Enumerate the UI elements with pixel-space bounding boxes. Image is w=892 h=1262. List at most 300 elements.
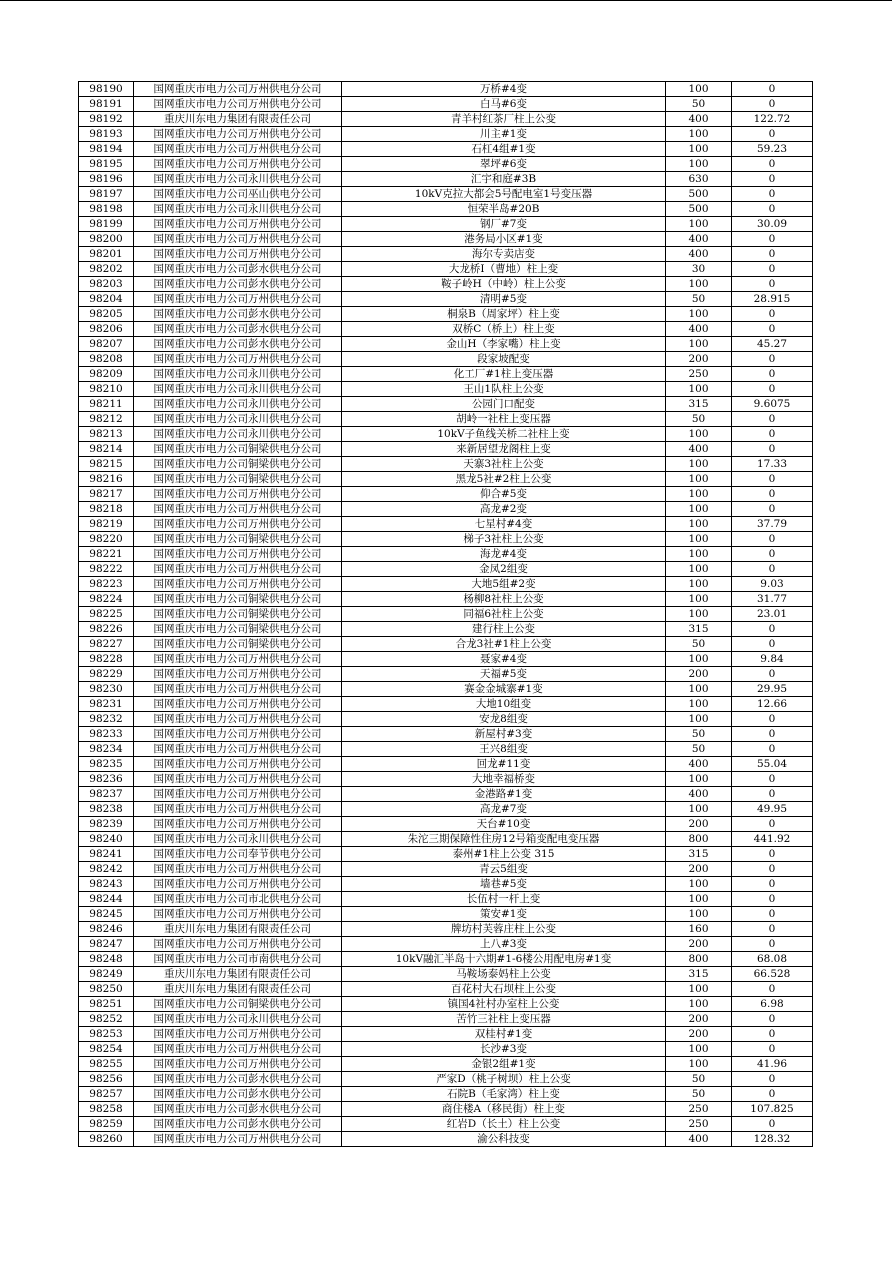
value-cell: 23.01 — [732, 607, 813, 622]
value-cell: 6.98 — [732, 997, 813, 1012]
value-cell: 0 — [732, 637, 813, 652]
company-cell: 国网重庆市电力公司彭水供电分公司 — [134, 277, 342, 292]
row-id-cell: 98214 — [79, 442, 134, 457]
value-cell: 9.03 — [732, 577, 813, 592]
transformer-name-cell: 10kV融汇半岛十六期#1-6楼公用配电房#1变 — [342, 952, 666, 967]
row-id-cell: 98232 — [79, 712, 134, 727]
transformer-name-cell: 海尔专卖店变 — [342, 247, 666, 262]
transformer-name-cell: 镇国4社村办室柱上公变 — [342, 997, 666, 1012]
value-cell: 0 — [732, 937, 813, 952]
row-id-cell: 98243 — [79, 877, 134, 892]
row-id-cell: 98238 — [79, 802, 134, 817]
capacity-cell: 100 — [666, 562, 732, 577]
transformer-name-cell: 高龙#7变 — [342, 802, 666, 817]
value-cell: 9.6075 — [732, 397, 813, 412]
capacity-cell: 800 — [666, 952, 732, 967]
row-id-cell: 98208 — [79, 352, 134, 367]
table-row — [79, 667, 813, 682]
transformer-name-cell: 汇宇和庭#3B — [342, 172, 666, 187]
row-id-cell: 98234 — [79, 742, 134, 757]
capacity-cell: 100 — [666, 682, 732, 697]
value-cell: 0 — [732, 847, 813, 862]
table-row — [79, 697, 813, 712]
transformer-name-cell: 墙巷#5变 — [342, 877, 666, 892]
transformer-name-cell: 泰州#1柱上公变 315 — [342, 847, 666, 862]
capacity-cell: 315 — [666, 847, 732, 862]
transformer-name-cell: 天寨3社柱上公变 — [342, 457, 666, 472]
company-cell: 国网重庆市电力公司万州供电分公司 — [134, 817, 342, 832]
row-id-cell: 98225 — [79, 607, 134, 622]
transformer-name-cell: 万桥#4变 — [342, 82, 666, 97]
value-cell: 0 — [732, 232, 813, 247]
row-id-cell: 98236 — [79, 772, 134, 787]
row-id-cell: 98256 — [79, 1072, 134, 1087]
value-cell: 59.23 — [732, 142, 813, 157]
row-id-cell: 98220 — [79, 532, 134, 547]
company-cell: 国网重庆市电力公司万州供电分公司 — [134, 547, 342, 562]
row-id-cell: 98246 — [79, 922, 134, 937]
table-row — [79, 922, 813, 937]
table-row — [79, 862, 813, 877]
capacity-cell: 100 — [666, 697, 732, 712]
capacity-cell: 315 — [666, 397, 732, 412]
value-cell: 0 — [732, 922, 813, 937]
capacity-cell: 400 — [666, 757, 732, 772]
transformer-name-cell: 10kV子鱼线关桥二社柱上变 — [342, 427, 666, 442]
capacity-cell: 200 — [666, 667, 732, 682]
table-row — [79, 562, 813, 577]
row-id-cell: 98192 — [79, 112, 134, 127]
company-cell: 国网重庆市电力公司彭水供电分公司 — [134, 262, 342, 277]
transformer-name-cell: 段家坡配变 — [342, 352, 666, 367]
row-id-cell: 98204 — [79, 292, 134, 307]
company-cell: 国网重庆市电力公司万州供电分公司 — [134, 352, 342, 367]
capacity-cell: 400 — [666, 787, 732, 802]
row-id-cell: 98194 — [79, 142, 134, 157]
company-cell: 国网重庆市电力公司铜梁供电分公司 — [134, 532, 342, 547]
value-cell: 0 — [732, 877, 813, 892]
transformer-name-cell: 黑龙5社#2柱上公变 — [342, 472, 666, 487]
company-cell: 国网重庆市电力公司万州供电分公司 — [134, 802, 342, 817]
capacity-cell: 500 — [666, 187, 732, 202]
company-cell: 国网重庆市电力公司万州供电分公司 — [134, 217, 342, 232]
transformer-name-cell: 上八#3变 — [342, 937, 666, 952]
table-row — [79, 1102, 813, 1117]
row-id-cell: 98217 — [79, 487, 134, 502]
capacity-cell: 50 — [666, 1072, 732, 1087]
table-row — [79, 472, 813, 487]
value-cell: 37.79 — [732, 517, 813, 532]
company-cell: 国网重庆市电力公司彭水供电分公司 — [134, 337, 342, 352]
row-id-cell: 98248 — [79, 952, 134, 967]
company-cell: 国网重庆市电力公司奉节供电分公司 — [134, 847, 342, 862]
company-cell: 国网重庆市电力公司万州供电分公司 — [134, 82, 342, 97]
capacity-cell: 100 — [666, 907, 732, 922]
table-row — [79, 592, 813, 607]
transformer-name-cell: 仰合#5变 — [342, 487, 666, 502]
row-id-cell: 98241 — [79, 847, 134, 862]
value-cell: 68.08 — [732, 952, 813, 967]
company-cell: 国网重庆市电力公司彭水供电分公司 — [134, 1072, 342, 1087]
table-row — [79, 397, 813, 412]
transformer-name-cell: 天台#10变 — [342, 817, 666, 832]
value-cell: 0 — [732, 202, 813, 217]
transformer-name-cell: 回龙#11变 — [342, 757, 666, 772]
capacity-cell: 50 — [666, 637, 732, 652]
row-id-cell: 98202 — [79, 262, 134, 277]
company-cell: 国网重庆市电力公司万州供电分公司 — [134, 862, 342, 877]
value-cell: 0 — [732, 532, 813, 547]
company-cell: 国网重庆市电力公司永川供电分公司 — [134, 397, 342, 412]
company-cell: 国网重庆市电力公司万州供电分公司 — [134, 907, 342, 922]
value-cell: 0 — [732, 187, 813, 202]
value-cell: 0 — [732, 1012, 813, 1027]
transformer-name-cell: 渝公科技变 — [342, 1132, 666, 1147]
value-cell: 0 — [732, 307, 813, 322]
row-id-cell: 98207 — [79, 337, 134, 352]
row-id-cell: 98197 — [79, 187, 134, 202]
capacity-cell: 400 — [666, 1132, 732, 1147]
transformer-name-cell: 马鞍场泰妈柱上公变 — [342, 967, 666, 982]
capacity-cell: 200 — [666, 862, 732, 877]
transformer-name-cell: 商住楼A（移民街）柱上变 — [342, 1102, 666, 1117]
value-cell: 0 — [732, 772, 813, 787]
table-row — [79, 682, 813, 697]
company-cell: 国网重庆市电力公司万州供电分公司 — [134, 652, 342, 667]
capacity-cell: 100 — [666, 472, 732, 487]
capacity-cell: 100 — [666, 607, 732, 622]
value-cell: 0 — [732, 487, 813, 502]
table-row — [79, 157, 813, 172]
company-cell: 重庆川东电力集团有限责任公司 — [134, 112, 342, 127]
value-cell: 0 — [732, 982, 813, 997]
row-id-cell: 98250 — [79, 982, 134, 997]
table-row — [79, 832, 813, 847]
table-row — [79, 787, 813, 802]
transformer-name-cell: 策安#1变 — [342, 907, 666, 922]
capacity-cell: 100 — [666, 802, 732, 817]
capacity-cell: 100 — [666, 577, 732, 592]
capacity-cell: 100 — [666, 997, 732, 1012]
value-cell: 31.77 — [732, 592, 813, 607]
capacity-cell: 200 — [666, 817, 732, 832]
capacity-cell: 100 — [666, 532, 732, 547]
row-id-cell: 98260 — [79, 1132, 134, 1147]
table-row — [79, 412, 813, 427]
row-id-cell: 98212 — [79, 412, 134, 427]
row-id-cell: 98252 — [79, 1012, 134, 1027]
table-row — [79, 247, 813, 262]
value-cell: 0 — [732, 787, 813, 802]
company-cell: 国网重庆市电力公司永川供电分公司 — [134, 427, 342, 442]
row-id-cell: 98253 — [79, 1027, 134, 1042]
company-cell: 国网重庆市电力公司万州供电分公司 — [134, 292, 342, 307]
transformer-name-cell: 杨柳8社柱上公变 — [342, 592, 666, 607]
value-cell: 0 — [732, 817, 813, 832]
value-cell: 0 — [732, 157, 813, 172]
transformer-name-cell: 双桂村#1变 — [342, 1027, 666, 1042]
table-row — [79, 952, 813, 967]
capacity-cell: 160 — [666, 922, 732, 937]
value-cell: 0 — [732, 172, 813, 187]
table-row — [79, 1057, 813, 1072]
table-row — [79, 532, 813, 547]
transformer-name-cell: 大地10组变 — [342, 697, 666, 712]
company-cell: 国网重庆市电力公司彭水供电分公司 — [134, 307, 342, 322]
table-row — [79, 502, 813, 517]
capacity-cell: 400 — [666, 232, 732, 247]
value-cell: 0 — [732, 502, 813, 517]
row-id-cell: 98191 — [79, 97, 134, 112]
row-id-cell: 98190 — [79, 82, 134, 97]
capacity-cell: 250 — [666, 1117, 732, 1132]
row-id-cell: 98247 — [79, 937, 134, 952]
row-id-cell: 98222 — [79, 562, 134, 577]
company-cell: 国网重庆市电力公司万州供电分公司 — [134, 1042, 342, 1057]
transformer-name-cell: 金港路#1变 — [342, 787, 666, 802]
capacity-cell: 100 — [666, 982, 732, 997]
table-row — [79, 172, 813, 187]
table-row — [79, 742, 813, 757]
table-row — [79, 82, 813, 97]
transformer-name-cell: 安龙8组变 — [342, 712, 666, 727]
transformer-name-cell: 七星村#4变 — [342, 517, 666, 532]
table-row — [79, 637, 813, 652]
transformer-name-cell: 港务局小区#1变 — [342, 232, 666, 247]
capacity-cell: 100 — [666, 127, 732, 142]
row-id-cell: 98255 — [79, 1057, 134, 1072]
capacity-cell: 500 — [666, 202, 732, 217]
company-cell: 国网重庆市电力公司万州供电分公司 — [134, 127, 342, 142]
company-cell: 国网重庆市电力公司永川供电分公司 — [134, 367, 342, 382]
transformer-name-cell: 梯子3社柱上公变 — [342, 532, 666, 547]
capacity-cell: 100 — [666, 277, 732, 292]
company-cell: 国网重庆市电力公司万州供电分公司 — [134, 157, 342, 172]
row-id-cell: 98249 — [79, 967, 134, 982]
page-top-border — [0, 0, 892, 1]
company-cell: 国网重庆市电力公司万州供电分公司 — [134, 727, 342, 742]
capacity-cell: 50 — [666, 727, 732, 742]
value-cell: 0 — [732, 277, 813, 292]
company-cell: 国网重庆市电力公司万州供电分公司 — [134, 142, 342, 157]
table-row — [79, 907, 813, 922]
row-id-cell: 98213 — [79, 427, 134, 442]
company-cell: 国网重庆市电力公司万州供电分公司 — [134, 517, 342, 532]
table-row — [79, 187, 813, 202]
capacity-cell: 100 — [666, 427, 732, 442]
table-row — [79, 217, 813, 232]
company-cell: 重庆川东电力集团有限责任公司 — [134, 922, 342, 937]
transformer-name-cell: 长伍村一杆上变 — [342, 892, 666, 907]
transformer-name-cell: 桐泉B（周家坪）柱上变 — [342, 307, 666, 322]
row-id-cell: 98257 — [79, 1087, 134, 1102]
table-row — [79, 892, 813, 907]
capacity-cell: 315 — [666, 622, 732, 637]
table-row — [79, 457, 813, 472]
company-cell: 国网重庆市电力公司万州供电分公司 — [134, 247, 342, 262]
transformer-name-cell: 胡岭一社柱上变压器 — [342, 412, 666, 427]
value-cell: 55.04 — [732, 757, 813, 772]
value-cell: 0 — [732, 127, 813, 142]
value-cell: 0 — [732, 892, 813, 907]
transformer-name-cell: 合龙3社#1柱上公变 — [342, 637, 666, 652]
capacity-cell: 100 — [666, 772, 732, 787]
capacity-cell: 100 — [666, 877, 732, 892]
value-cell: 0 — [732, 427, 813, 442]
row-id-cell: 98219 — [79, 517, 134, 532]
row-id-cell: 98224 — [79, 592, 134, 607]
row-id-cell: 98226 — [79, 622, 134, 637]
row-id-cell: 98259 — [79, 1117, 134, 1132]
table-row — [79, 547, 813, 562]
company-cell: 国网重庆市电力公司万州供电分公司 — [134, 1057, 342, 1072]
capacity-cell: 400 — [666, 247, 732, 262]
transformer-name-cell: 大地幸福桥变 — [342, 772, 666, 787]
company-cell: 国网重庆市电力公司永川供电分公司 — [134, 382, 342, 397]
value-cell: 9.84 — [732, 652, 813, 667]
capacity-cell: 100 — [666, 337, 732, 352]
table-row — [79, 757, 813, 772]
value-cell: 0 — [732, 742, 813, 757]
capacity-cell: 200 — [666, 937, 732, 952]
value-cell: 0 — [732, 562, 813, 577]
capacity-cell: 400 — [666, 442, 732, 457]
row-id-cell: 98244 — [79, 892, 134, 907]
value-cell: 28.915 — [732, 292, 813, 307]
company-cell: 国网重庆市电力公司铜梁供电分公司 — [134, 457, 342, 472]
row-id-cell: 98233 — [79, 727, 134, 742]
row-id-cell: 98201 — [79, 247, 134, 262]
company-cell: 国网重庆市电力公司铜梁供电分公司 — [134, 607, 342, 622]
company-cell: 国网重庆市电力公司铜梁供电分公司 — [134, 442, 342, 457]
value-cell: 0 — [732, 1027, 813, 1042]
value-cell: 0 — [732, 442, 813, 457]
value-cell: 0 — [732, 97, 813, 112]
table-row — [79, 292, 813, 307]
transformer-name-cell: 大龙桥I（曹地）柱上变 — [342, 262, 666, 277]
table-row — [79, 232, 813, 247]
company-cell: 国网重庆市电力公司万州供电分公司 — [134, 1132, 342, 1147]
table-row — [79, 277, 813, 292]
capacity-cell: 100 — [666, 217, 732, 232]
transformer-name-cell: 化工厂#1柱上变压器 — [342, 367, 666, 382]
row-id-cell: 98228 — [79, 652, 134, 667]
value-cell: 0 — [732, 727, 813, 742]
company-cell: 国网重庆市电力公司永川供电分公司 — [134, 1012, 342, 1027]
company-cell: 国网重庆市电力公司市南供电分公司 — [134, 952, 342, 967]
table-row — [79, 1132, 813, 1147]
value-cell: 0 — [732, 547, 813, 562]
value-cell: 0 — [732, 1117, 813, 1132]
capacity-cell: 100 — [666, 82, 732, 97]
capacity-cell: 100 — [666, 142, 732, 157]
company-cell: 国网重庆市电力公司万州供电分公司 — [134, 742, 342, 757]
table-row — [79, 577, 813, 592]
table-row — [79, 1087, 813, 1102]
transformer-name-cell: 金凤2组变 — [342, 562, 666, 577]
transformer-name-cell: 王山1队柱上公变 — [342, 382, 666, 397]
transformer-name-cell: 高龙#2变 — [342, 502, 666, 517]
value-cell: 49.95 — [732, 802, 813, 817]
table-row — [79, 97, 813, 112]
value-cell: 0 — [732, 1087, 813, 1102]
value-cell: 0 — [732, 367, 813, 382]
capacity-cell: 100 — [666, 457, 732, 472]
company-cell: 国网重庆市电力公司万州供电分公司 — [134, 562, 342, 577]
value-cell: 12.66 — [732, 697, 813, 712]
row-id-cell: 98237 — [79, 787, 134, 802]
company-cell: 国网重庆市电力公司万州供电分公司 — [134, 577, 342, 592]
table-row — [79, 847, 813, 862]
row-id-cell: 98254 — [79, 1042, 134, 1057]
company-cell: 国网重庆市电力公司铜梁供电分公司 — [134, 592, 342, 607]
company-cell: 国网重庆市电力公司永川供电分公司 — [134, 412, 342, 427]
capacity-cell: 250 — [666, 1102, 732, 1117]
company-cell: 国网重庆市电力公司铜梁供电分公司 — [134, 637, 342, 652]
row-id-cell: 98195 — [79, 157, 134, 172]
value-cell: 122.72 — [732, 112, 813, 127]
table-row — [79, 712, 813, 727]
company-cell: 国网重庆市电力公司万州供电分公司 — [134, 487, 342, 502]
capacity-cell: 100 — [666, 517, 732, 532]
row-id-cell: 98198 — [79, 202, 134, 217]
row-id-cell: 98231 — [79, 697, 134, 712]
company-cell: 国网重庆市电力公司万州供电分公司 — [134, 232, 342, 247]
capacity-cell: 100 — [666, 892, 732, 907]
table-row — [79, 1027, 813, 1042]
capacity-cell: 100 — [666, 1042, 732, 1057]
capacity-cell: 50 — [666, 1087, 732, 1102]
company-cell: 国网重庆市电力公司万州供电分公司 — [134, 937, 342, 952]
capacity-cell: 200 — [666, 352, 732, 367]
transformer-name-cell: 大地5组#2变 — [342, 577, 666, 592]
company-cell: 国网重庆市电力公司市北供电分公司 — [134, 892, 342, 907]
company-cell: 国网重庆市电力公司万州供电分公司 — [134, 97, 342, 112]
row-id-cell: 98196 — [79, 172, 134, 187]
table-row — [79, 127, 813, 142]
value-cell: 0 — [732, 472, 813, 487]
row-id-cell: 98245 — [79, 907, 134, 922]
row-id-cell: 98230 — [79, 682, 134, 697]
company-cell: 国网重庆市电力公司彭水供电分公司 — [134, 1117, 342, 1132]
table-row — [79, 817, 813, 832]
table-row — [79, 727, 813, 742]
capacity-cell: 200 — [666, 1027, 732, 1042]
company-cell: 国网重庆市电力公司永川供电分公司 — [134, 202, 342, 217]
transformer-name-cell: 建行柱上公变 — [342, 622, 666, 637]
row-id-cell: 98221 — [79, 547, 134, 562]
company-cell: 国网重庆市电力公司万州供电分公司 — [134, 787, 342, 802]
row-id-cell: 98227 — [79, 637, 134, 652]
capacity-cell: 630 — [666, 172, 732, 187]
company-cell: 国网重庆市电力公司万州供电分公司 — [134, 772, 342, 787]
value-cell: 107.825 — [732, 1102, 813, 1117]
transformer-name-cell: 赛金金城寨#1变 — [342, 682, 666, 697]
table-row — [79, 622, 813, 637]
value-cell: 0 — [732, 907, 813, 922]
table-row — [79, 1117, 813, 1132]
company-cell: 国网重庆市电力公司铜梁供电分公司 — [134, 622, 342, 637]
transformer-name-cell: 10kV克拉大都会5号配电室1号变压器 — [342, 187, 666, 202]
table-row — [79, 772, 813, 787]
company-cell: 重庆川东电力集团有限责任公司 — [134, 967, 342, 982]
company-cell: 国网重庆市电力公司万州供电分公司 — [134, 682, 342, 697]
capacity-cell: 100 — [666, 487, 732, 502]
table-row — [79, 262, 813, 277]
transformer-name-cell: 严家D（桃子树坝）柱上公变 — [342, 1072, 666, 1087]
row-id-cell: 98216 — [79, 472, 134, 487]
table-row — [79, 427, 813, 442]
